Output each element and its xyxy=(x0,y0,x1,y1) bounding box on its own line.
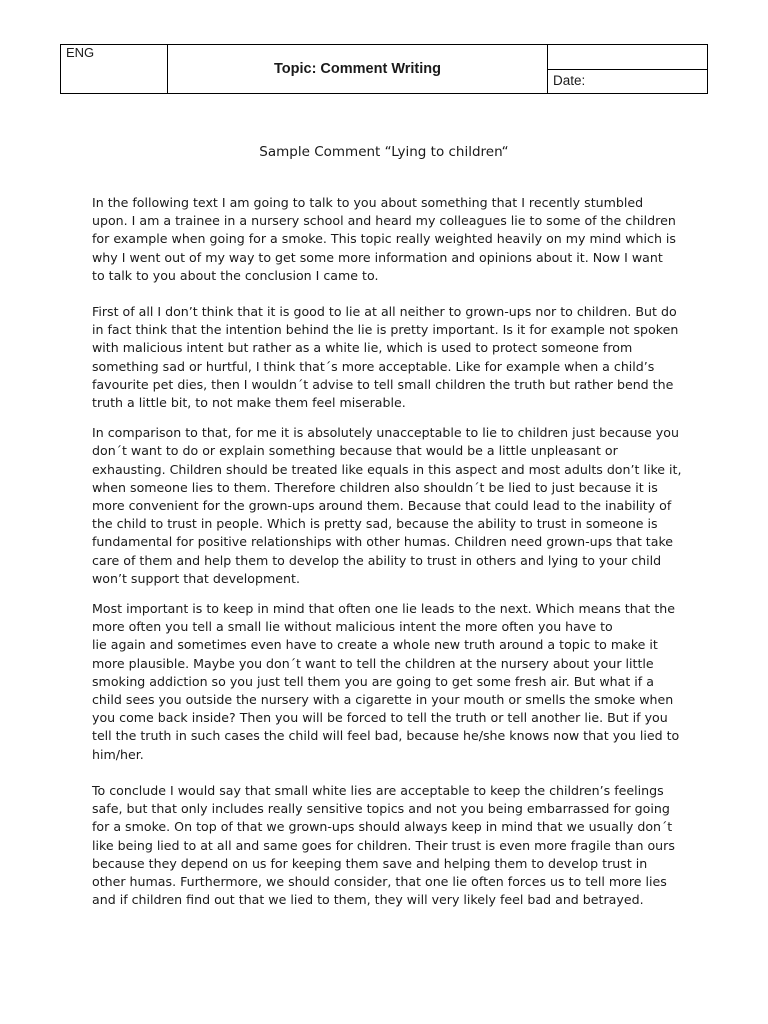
document-body xyxy=(92,194,688,909)
text-line: more often you tell a small lie without malicious intent the more often you have to xyxy=(92,619,613,635)
text-line: with malicious intent but rather as a white lie, which is used to protect someone from xyxy=(92,340,633,356)
paragraph xyxy=(92,194,688,285)
topic-cell: Topic: Comment Writing xyxy=(168,45,548,93)
text-line: don´t want to do or explain something because that would be a little unpleasant or xyxy=(92,443,618,459)
text-line: for a smoke. On top of that we grown-ups should always keep in mind that we usually don´t xyxy=(92,819,673,835)
date-label: Date: xyxy=(553,73,586,88)
text-line: In comparison to that, for me it is absolutely unacceptable to lie to children just because you xyxy=(92,425,679,441)
text-line: tell the truth in such cases the child will feel bad, because he/she knows now that you lied to xyxy=(92,728,680,744)
subject-cell: ENG xyxy=(61,45,168,93)
text-line: fundamental for positive relationships with other humas. Children need grown-ups that take xyxy=(92,534,674,550)
date-cell xyxy=(548,45,707,93)
text-line: more convenient for the grown-ups around them. Because that could lead to the inability of xyxy=(92,498,672,514)
text-line: To conclude I would say that small white lies are acceptable to keep the children’s feelings xyxy=(92,782,664,798)
text-line: more plausible. Maybe you don´t want to tell the children at the nursery about your little xyxy=(92,655,654,671)
header-table xyxy=(60,44,708,94)
text-line: won’t support that development. xyxy=(92,570,300,586)
paragraph xyxy=(92,782,688,909)
text-line: because they depend on us for keeping them save and helping them to develop trust in xyxy=(92,855,648,871)
text-line: him/her. xyxy=(92,746,144,762)
text-line: when someone lies to them. Therefore children also shouldn´t be lied to just because it is xyxy=(92,479,658,495)
text-line: upon. I am a trainee in a nursery school and heard my colleagues lie to some of the children xyxy=(92,213,676,229)
text-line: First of all I don’t think that it is good to lie at all neither to grown-ups nor to children. But do xyxy=(92,304,677,320)
text-line: for example when going for a smoke. This topic really weighted heavily on my mind which is xyxy=(92,231,676,247)
paragraph xyxy=(92,600,688,764)
text-line: Most important is to keep in mind that often one lie leads to the next. Which means that the xyxy=(92,601,676,617)
text-line: other humas. Furthermore, we should consider, that one lie often forces us to tell more lies xyxy=(92,873,667,889)
text-line: you come back inside? Then you will be forced to tell the truth or tell another lie. But if you xyxy=(92,710,668,726)
text-line: truth a little bit, to not make them feel miserable. xyxy=(92,395,406,411)
text-line: lie again and sometimes even have to create a whole new truth around a topic to make it xyxy=(92,637,658,653)
text-line: exhausting. Children should be treated like equals in this aspect and most adults don’t like it, xyxy=(92,461,682,477)
text-line: safe, but that only includes really sensitive topics and not you being embarrassed for going xyxy=(92,801,670,817)
text-line: favourite pet dies, then I wouldn´t advise to tell small children the truth but rather bend the xyxy=(92,376,674,392)
text-line: something sad or hurtful, I think that´s more acceptable. Like for example when a child’s xyxy=(92,358,655,374)
text-line: like being lied to at all and same goes for children. Their trust is even more fragile than ours xyxy=(92,837,675,853)
document-title: Sample Comment “Lying to children“ xyxy=(259,144,509,160)
text-line: in fact think that the intention behind the lie is pretty important. Is it for example not spoken xyxy=(92,322,679,338)
date-cell-top xyxy=(548,45,707,70)
text-line: and if children find out that we lied to them, they will very likely feel bad and betrayed. xyxy=(92,892,644,908)
text-line: care of them and help them to develop the ability to trust in others and lying to your child xyxy=(92,552,662,568)
text-line: why I went out of my way to get some more information and opinions about it. Now I want xyxy=(92,249,663,265)
text-line: In the following text I am going to talk to you about something that I recently stumbled xyxy=(92,195,644,210)
paragraph xyxy=(92,424,688,588)
text-line: to talk to you about the conclusion I came to. xyxy=(92,267,379,283)
text-line: the child to trust in people. Which is pretty sad, because the ability to trust in someone is xyxy=(92,516,658,532)
text-line: smoking addiction so you just tell them you are going to get some fresh air. But what if a xyxy=(92,673,654,689)
text-line: child sees you outside the nursery with a cigarette in your mouth or smells the smoke when xyxy=(92,692,674,708)
paragraph xyxy=(92,303,688,412)
